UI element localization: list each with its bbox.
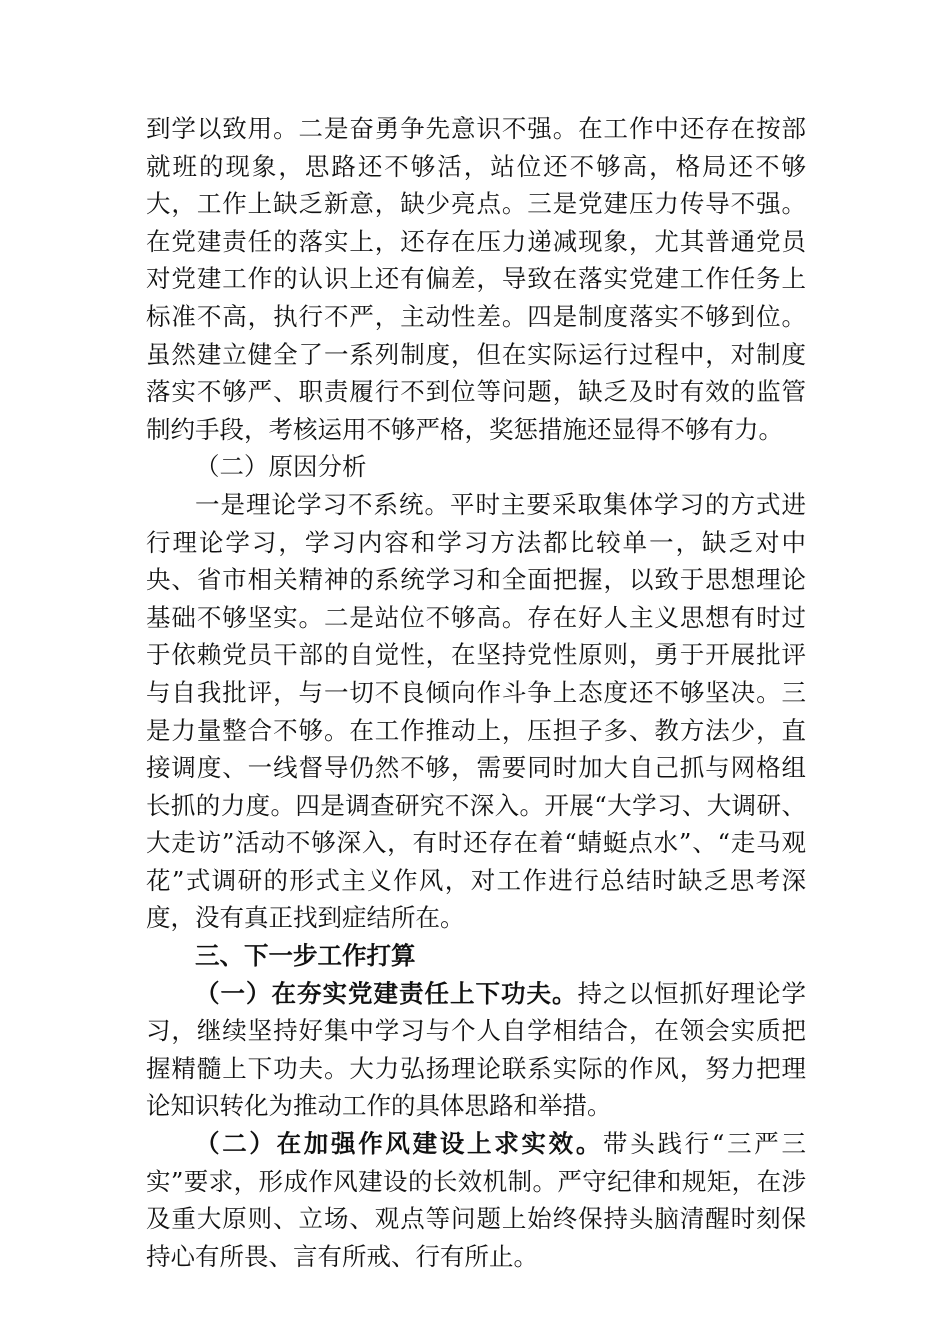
paragraph-next-step-2: [146, 1125, 806, 1275]
paragraph-problems-continued: 到学以致用。二是奋勇争先意识不强。在工作中还存在按部就班的现象，思路还不够活，站位还不够高，格局还不够大，工作上缺乏新意，缺少亮点。三是党建压力传导不强。在党建责任的落实上，还存在压力递减现象，尤其普通党员对党建工作的认识上还有偏差，导致在落实党建工作任务上标准不高，执行不严，主动性差。四是制度落实不够到位。虽然建立健全了一系列制度，但在实际运行过程中，对制度落实不够严、职责履行不到位等问题，缺乏及时有效的监管制约手段，考核运用不够严格，奖惩措施还显得不够有力。: [146, 114, 806, 444]
next-step-1-lead: （一）在夯实党建责任上下功夫。: [195, 978, 578, 1008]
next-step-2-body: 带头践行“三严三实”要求，形成作风建设的长效机制。严守纪律和规矩，在涉及重大原则、立场、观点等问题上始终保持头脑清醒时刻保持心有所畏、言有所戒、行有所止。: [146, 1129, 806, 1271]
section-heading-next-steps: 三、下一步工作打算: [195, 941, 416, 971]
document-page: [146, 110, 806, 1275]
next-step-1-body: 持之以恒抓好理论学习，继续坚持好集中学习与个人自学相结合，在领会实质把握精髓上下功夫。大力弘扬理论联系实际的作风，努力把理论知识转化为推动工作的具体思路和举措。: [146, 978, 806, 1121]
subheading-cause-analysis: （二）原因分析: [195, 452, 367, 482]
paragraph-cause-analysis: 一是理论学习不系统。平时主要采取集体学习的方式进行理论学习，学习内容和学习方法都比较单一，缺乏对中央、省市相关精神的系统学习和全面把握，以致于思想理论基础不够坚实。二是站位不够高。存在好人主义思想有时过于依赖党员干部的自觉性，在坚持党性原则，勇于开展批评与自我批评，与一切不良倾向作斗争上态度还不够坚决。三是力量整合不够。在工作推动上，压担子多、教方法少，直接调度、一线督导仍然不够，需要同时加大自己抓与网格组长抓的力度。四是调查研究不深入。开展“大学习、大调研、大走访”活动不够深入，有时还存在着“蜻蜓点水”、“走马观花”式调研的形式主义作风，对工作进行总结时缺乏思考深度，没有真正找到症结所在。: [146, 489, 806, 933]
paragraph-next-step-1: [146, 975, 806, 1125]
next-step-2-lead: （二）在加强作风建设上求实效。: [195, 1129, 604, 1159]
